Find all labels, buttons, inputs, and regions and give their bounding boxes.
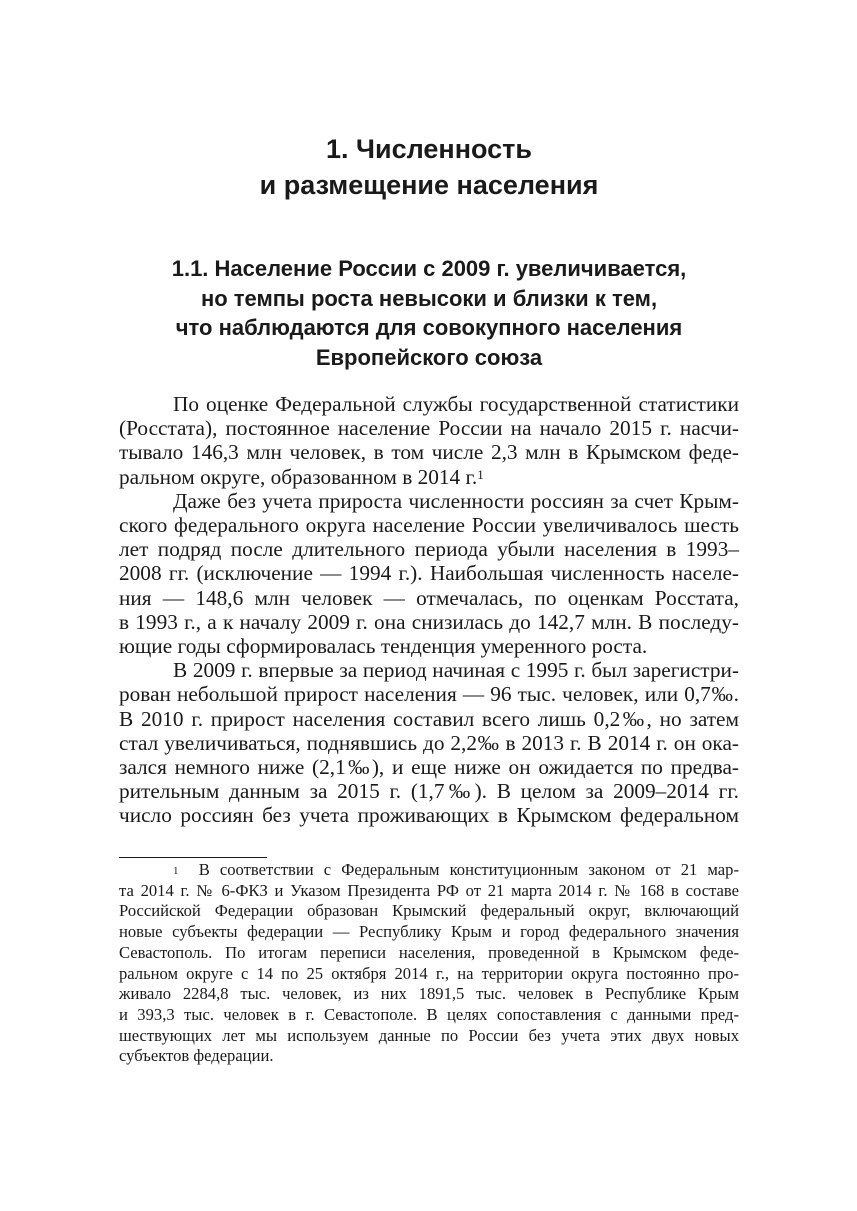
text-line: 2008 гг. (исключение — 1994 г.). Наибольшая численность населе-	[119, 561, 739, 586]
footnote-line-first	[119, 860, 739, 881]
body-text	[119, 392, 739, 828]
paragraph-3	[119, 658, 739, 827]
text-line: Даже без учета прироста численности россиян за счет Крым-	[173, 488, 739, 513]
chapter-title-line: 1. Численность	[325, 134, 532, 164]
section-title-line: что наблюдаются для совокупного населения	[175, 315, 683, 340]
text-line: рительным данным за 2015 г. (1,7‰). В целом за 2009–2014 гг.	[119, 779, 739, 804]
footnote-line: ральном округе с 14 по 25 октября 2014 г., на территории округа постоянно про-	[119, 963, 739, 983]
footnote-line: и 393,3 тыс. человек в г. Севастополе. В целях сопоставления с данными пред-	[119, 1004, 739, 1024]
text-line: ния — 148,6 млн человек — отмечалась, по оценкам Росстата,	[119, 585, 739, 610]
section-title-line: но темпы роста невысоки и близки к тем,	[200, 285, 658, 311]
text-line: рован небольшой прирост населения — 96 тыс. человек, или 0,7‰.	[119, 682, 739, 707]
text-line: По оценке Федеральной службы государственной статистики	[173, 392, 739, 416]
text-line: (Росстата), постоянное население России на начало 2015 г. насчи-	[119, 416, 739, 441]
footnote-line: новые субъекты федерации — Республику Крым и город федерального значения	[119, 922, 739, 942]
text-line: В 2009 г. впервые за период начиная с 1995 г. был зарегистри-	[173, 658, 739, 683]
footnote-line: В соответствии с Федеральным конституционным законом от 21 мар-	[198, 860, 739, 879]
text-line-last	[119, 465, 739, 489]
section-title	[119, 254, 739, 372]
text-line: В 2010 г. прирост населения составил всего лишь 0,2‰, но затем	[119, 706, 739, 731]
text-line: ющие годы сформировалась тенденция умеренного роста.	[119, 634, 648, 659]
text-line: в 1993 г., а к началу 2009 г. она снизилась до 142,7 млн. В последу-	[119, 609, 739, 634]
footnote	[119, 860, 739, 1067]
text-line: лет подряд после длительного периода убыли населения в 1993–	[119, 537, 739, 562]
footnote-line: субъектов федерации.	[119, 1046, 274, 1066]
book-page	[119, 0, 739, 1211]
text-line: зался немного ниже (2,1‰), и еще ниже он ожидается по предва-	[119, 755, 739, 780]
footnote-line: Севастополь. По итогам переписи населения, проведенной в Крымском феде-	[119, 942, 739, 962]
footnote-mark: 1	[173, 865, 179, 877]
section-title-line: 1.1. Население России с 2009 г. увеличивается,	[171, 256, 687, 281]
text-line: ральном округе, образованном в 2014 г.	[119, 464, 478, 489]
footnote-line: та 2014 г. № 6-ФКЗ и Указом Президента РФ от 21 марта 2014 г. № 168 в составе	[119, 880, 739, 900]
paragraph-2	[119, 489, 739, 658]
chapter-title-line: и размещение населения	[259, 170, 599, 200]
section-title-line: Европейского союза	[315, 344, 543, 370]
text-line: ского федерального округа население России увеличивалось шесть	[119, 513, 739, 538]
footnote-divider	[119, 857, 267, 858]
footnote-reference: 1	[477, 466, 484, 482]
footnote-line: шествующих лет мы используем данные по России без учета этих двух новых	[119, 1025, 739, 1045]
chapter-title	[119, 131, 739, 203]
paragraph-1	[119, 392, 739, 489]
text-line: тывало 146,3 млн человек, в том числе 2,3 млн в Крымском феде-	[119, 440, 739, 465]
footnote-line: Российской Федерации образован Крымский федеральный округ, включающий	[119, 901, 739, 921]
text-line: стал увеличиваться, поднявшись до 2,2‰ в 2013 г. В 2014 г. он ока-	[119, 730, 739, 755]
footnote-line: живало 2284,8 тыс. человек, из них 1891,5 тыс. человек в Республике Крым	[119, 984, 739, 1004]
text-line: число россиян без учета проживающих в Крымском федеральном	[119, 803, 739, 828]
